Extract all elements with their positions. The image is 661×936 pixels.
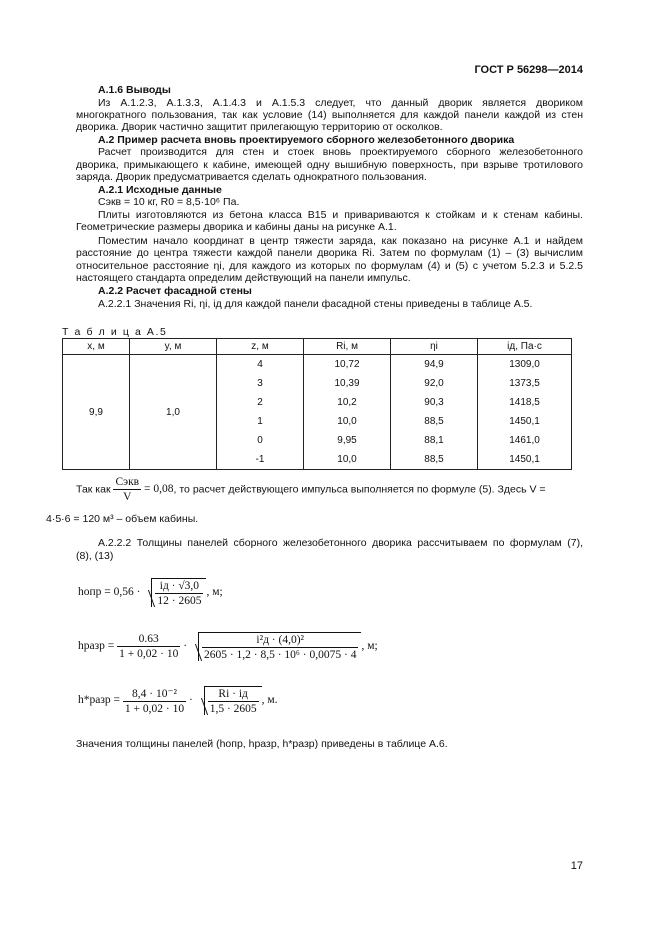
formula-numerator: Ri · iд xyxy=(208,688,259,702)
formula-fraction xyxy=(202,634,359,661)
paragraph-line: расстояние до центра тяжести каждой панели дворика Ri. Затем по формулам (1) – (3) вычислим xyxy=(76,247,583,259)
page-number: 17 xyxy=(570,860,583,872)
formula-unit: , м. xyxy=(261,694,278,707)
table-caption: Т а б л и ц а А.5 xyxy=(62,326,168,338)
paragraph-line: дворика. Дворик частично защитит прилегающую территорию от осколков. xyxy=(76,121,443,133)
paragraph-line: Поместим начало координат в центр тяжести заряда, как показано на рисунке А.1 и найдем xyxy=(98,235,583,247)
cell: 9,95 xyxy=(304,431,391,450)
formula-denominator: 2605 · 1,2 · 8,5 · 10⁶ · 0,0075 · 4 xyxy=(203,649,357,661)
formula-coefficient xyxy=(123,686,186,715)
section-heading: А.1.6 Выводы xyxy=(98,84,171,96)
col-header: y, м xyxy=(130,339,217,355)
formula-unit: , м; xyxy=(361,640,378,653)
ratio-denominator: V xyxy=(123,491,132,503)
cell: 88,5 xyxy=(391,450,478,470)
col-header: z, м xyxy=(217,339,304,355)
col-header: Ri, м xyxy=(304,339,391,355)
paragraph-line: Расчет производится для стен и стоек вновь проектируемого сборного железобетонного xyxy=(98,146,583,158)
section-heading: А.2 Пример расчета вновь проектируемого сборного железобетонного дворика xyxy=(98,134,515,146)
ratio-line xyxy=(76,476,583,503)
cell: 3 xyxy=(217,374,304,393)
paragraph-line: относительное расстояние ηi, для каждого из которых по формулам (4) и (5) с учетом 5.2.3 и 5.2.5 xyxy=(76,260,583,272)
section-heading: А.2.2 Расчет фасадной стены xyxy=(98,285,252,297)
formula-denominator: 1,5 · 2605 xyxy=(209,703,257,715)
cell: 4 xyxy=(217,355,304,375)
cell: 1461,0 xyxy=(478,431,572,450)
ratio-intro: Так как xyxy=(76,483,111,496)
cell: 10,0 xyxy=(304,412,391,431)
section-heading: А.2.1 Исходные данные xyxy=(98,184,222,196)
col-header: ηi xyxy=(391,339,478,355)
formula-denominator: 1 + 0,02 · 10 xyxy=(124,703,185,715)
cell: 10,39 xyxy=(304,374,391,393)
paragraph-line: А.2.2.2 Толщины панелей сборного железобетонного дворика рассчитываем по формулам (7), xyxy=(98,537,583,549)
cell: 0 xyxy=(217,431,304,450)
cell-y: 1,0 xyxy=(130,355,217,470)
formula-numerator: i²д · (4,0)² xyxy=(202,634,359,648)
cell: 10,2 xyxy=(304,393,391,412)
paragraph-line: заряда. Дворик предусматривается сделать однократного пользования. xyxy=(76,171,427,183)
cell: 1 xyxy=(217,412,304,431)
formula-numerator: 0.63 xyxy=(117,633,180,647)
formula-numerator: 8,4 · 10⁻² xyxy=(123,686,186,702)
paragraph-line: 4·5·6 = 120 м³ – объем кабины. xyxy=(46,513,199,525)
cell: 1450,1 xyxy=(478,412,572,431)
cell: 1418,5 xyxy=(478,393,572,412)
ratio-tail: , то расчет действующего импульса выполняется по формуле (5). Здесь V = xyxy=(173,483,546,496)
formula-h-opr xyxy=(78,578,223,607)
col-header: iд, Па·с xyxy=(478,339,572,355)
formula-numerator: iд · √3,0 xyxy=(155,580,203,594)
cell: 92,0 xyxy=(391,374,478,393)
formula-denominator: 1 + 0,02 · 10 xyxy=(119,648,179,660)
cell: 90,3 xyxy=(391,393,478,412)
cell: 1450,1 xyxy=(478,450,572,470)
formula-lhs: hразр = xyxy=(78,640,115,653)
ratio-numerator: Cэкв xyxy=(115,476,140,488)
cell: 1373,5 xyxy=(478,374,572,393)
sqrt-block xyxy=(204,686,262,715)
cell: 88,5 xyxy=(391,412,478,431)
table-row xyxy=(63,355,572,375)
sqrt-block xyxy=(151,578,206,607)
paragraph-line: многократного пользования, так как условие (14) выполняется для каждой панели каждой из стен xyxy=(76,109,583,121)
paragraph-line: настоящего стандарта определим действующий на панели импульс. xyxy=(76,272,411,284)
cell: 1309,0 xyxy=(478,355,572,375)
formula-unit: , м; xyxy=(206,586,223,599)
standard-number: ГОСТ Р 56298—2014 xyxy=(474,64,583,76)
formula-h-razr: hразр = $\frac{0.63}{1 + 0,02 \cdot 10}$ · $\frac{\text{i²д · (4,0)²}}{\text{2605 · 1,2 · 8,5 · 10⁶ · 0,0075 · 4}}$ , м; xyxy=(78,633,378,661)
cell: 10,0 xyxy=(304,450,391,470)
sqrt-block xyxy=(198,632,362,661)
formula-lhs: h*разр = xyxy=(78,694,121,707)
cell: -1 xyxy=(217,450,304,470)
cell: 94,9 xyxy=(391,355,478,375)
paragraph-line: Сэкв = 10 кг, R0 = 8,5·10⁶ Па. xyxy=(98,196,240,208)
cell: 88,1 xyxy=(391,431,478,450)
paragraph-line: Значения толщины панелей (hопр, hразр, h*разр) приведены в таблице А.6. xyxy=(76,738,448,750)
paragraph-line: дворика, примыкающего к кабине, имеющей одну вышибную поверхность, при взрыве тротилового xyxy=(76,159,583,171)
table-a5 xyxy=(62,338,572,470)
table-header-row xyxy=(63,339,572,355)
formula-lhs: hопр = 0,56 · xyxy=(78,586,141,599)
ratio-value: = 0,08 xyxy=(144,483,174,496)
ratio-fraction xyxy=(113,476,141,503)
paragraph-line: Геометрические размеры дворика и кабины даны на рисунке А.1. xyxy=(76,221,397,233)
formula-h-razr-star: h*разр = $\frac{\text{8,4 · 10⁻²}}{1 + 0,02 \cdot 10}$ · $\frac{Ri \cdot iд}{1,5 \cdot 2605}$ , м. xyxy=(78,688,278,715)
formula-coefficient xyxy=(117,633,180,660)
paragraph-line: Из А.1.2.3, А.1.3.3, А.1.4.3 и А.1.5.3 следует, что данный дворик является двориком xyxy=(98,97,583,109)
formula-denominator: 12 · 2605 xyxy=(157,595,202,607)
paragraph-line: А.2.2.1 Значения Ri, ηi, iд для каждой панели фасадной стены приведены в таблице А.5. xyxy=(98,298,533,310)
cell-x: 9,9 xyxy=(63,355,130,470)
cell: 2 xyxy=(217,393,304,412)
cell: 10,72 xyxy=(304,355,391,375)
formula-fraction xyxy=(155,580,203,607)
formula-fraction xyxy=(208,688,259,715)
paragraph-line: Плиты изготовляются из бетона класса В15 и привариваются к стойкам и к стенам кабины. xyxy=(98,209,583,221)
col-header: x, м xyxy=(63,339,130,355)
paragraph-line: (8), (13) xyxy=(76,550,114,562)
